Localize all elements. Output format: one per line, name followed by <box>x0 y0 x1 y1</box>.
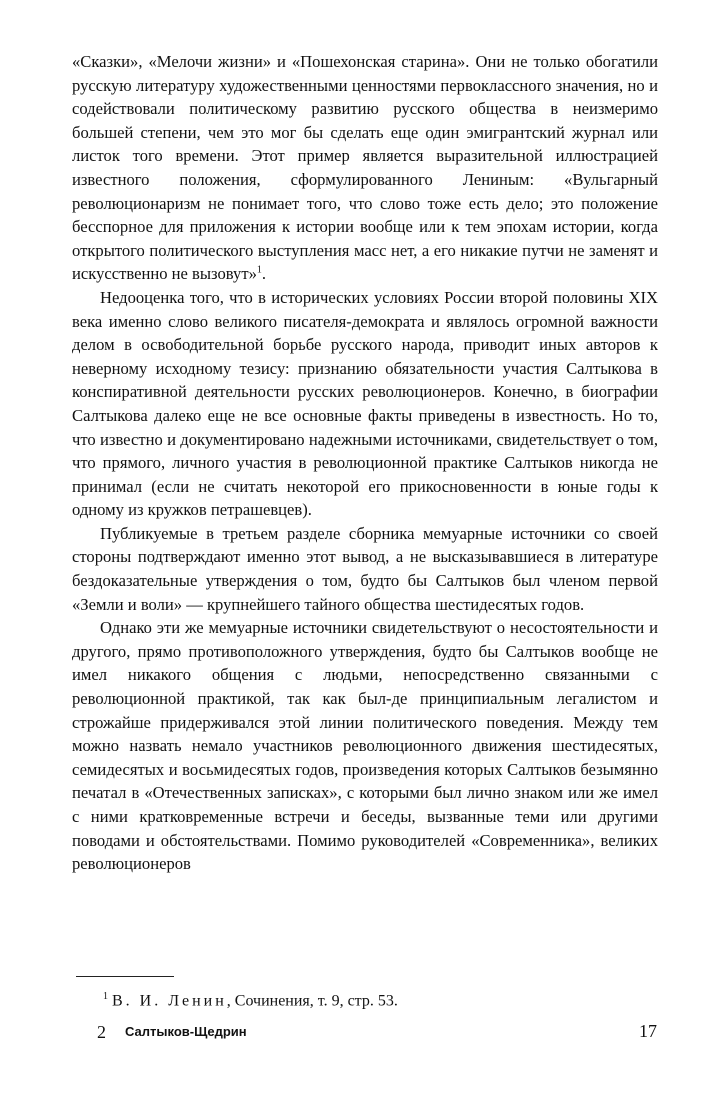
footnote <box>103 987 398 1011</box>
footnote-reference[interactable]: 1 <box>256 264 262 276</box>
footnote-marker: 1 <box>103 991 108 1002</box>
page-number: 17 <box>639 1021 657 1041</box>
paragraph-1 <box>72 50 658 286</box>
main-text <box>72 50 658 876</box>
paragraph-3: Публикуемые в третьем разделе сборника мемуарные источники со своей стороны подтверждают именно этот вывод, а не высказывавшиеся в литературе бездоказательные утверждения о том, будто бы Салтыков был членом первой «Земли и воли» — крупнейшего тайного общества шестидесятых годов. <box>72 523 658 614</box>
paragraph-1-text: «Сказки», «Мелочи жизни» и «Пошехонская старина». Они не только обогатили русскую литературу художественными ценностями первоклассного значения, но и содействовали политическому развитию русского общества в неизмеримо большей степени, чем это мог бы сделать еще один эмигрантский журнал или листок того времени. Этот пример является выразительной иллюстрацией известного положения, сформулированного Лениным: «Вульгарный революционаризм не понимает того, что слово тоже есть дело; это положение бесспорное для приложения к истории вообще или к тем эпохам истории, когда открытого политического выступления масс нет, а его никакие путчи не заменят и искусственно не вызовут» <box>72 52 658 284</box>
paragraph-1-end: . <box>261 264 267 284</box>
paragraph-4: Однако эти же мемуарные источники свидетельствуют о несостоятельности и другого, прямо противоположного утверждения, будто бы Салтыков вообще не имел никакого общения с людьми, непосредственно связанными с революционной практикой, так как был-де принципиальным легалистом и строжайше придерживался этой линии политического поведения. Между тем можно назвать немало участников революционного движения шестидесятых, семидесятых и восьмидесятых годов, произведения которых Салтыков безымянно печатал в «Отечественных записках», с которыми был лично знаком или же имел с ними кратковременные встречи и беседы, вызванные теми или другими поводами и обстоятельствами. Помимо руководителей «Современника», великих революционеров <box>72 618 658 874</box>
signature-label: Салтыков-Щедрин <box>125 1024 247 1039</box>
footnote-author: В. И. Ленин <box>112 992 227 1010</box>
footnote-divider <box>76 976 174 977</box>
footnote-text: , Сочинения, т. 9, стр. 53. <box>226 992 398 1010</box>
paragraph-2: Недооценка того, что в исторических условиях России второй половины XIX века именно слово великого писателя-демократа и являлось огромной важности делом в освободительной борьбе русского народа, приводит иных авторов к неверному исходному тезису: признанию обязательности участия Салтыкова в конспиративной деятельности русских революционеров. Конечно, в биографии Салтыкова далеко еще не все основные факты приведены в известность. Но то, что известно и документировано надежными источниками, свидетельствует о том, что прямого, личного участия в революционной практике Салтыков никогда не принимал (если не считать некоторой его прикосновенности в юные годы к одному из кружков петрашевцев). <box>72 287 658 520</box>
signature-number: 2 <box>97 1022 106 1042</box>
